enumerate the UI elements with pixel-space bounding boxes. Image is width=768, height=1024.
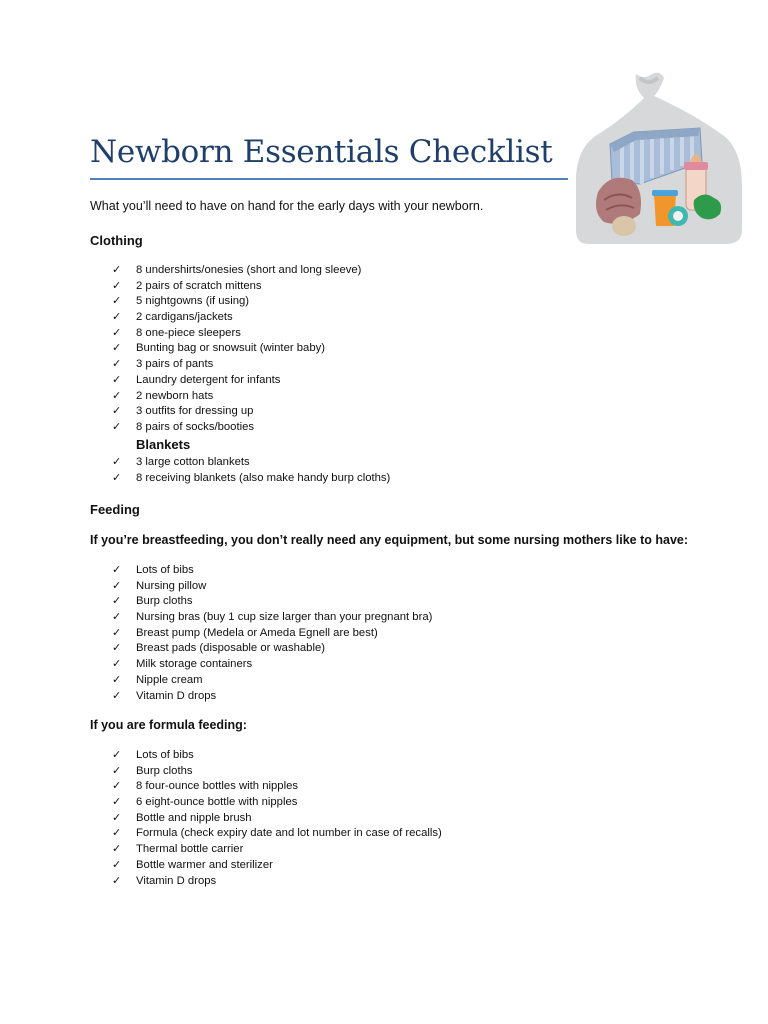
- checkmark-icon: ✓: [112, 341, 122, 355]
- feeding-heading: Feeding: [90, 502, 140, 517]
- checkmark-icon: ✓: [112, 873, 122, 887]
- list-item: ✓ Nursing bras (buy 1 cup size larger than your pregnant bra): [112, 610, 433, 624]
- checkmark-icon: ✓: [112, 278, 122, 292]
- checkmark-icon: ✓: [112, 310, 122, 324]
- list-item: ✓ Breast pads (disposable or washable): [112, 641, 326, 655]
- list-item: ✓ 8 four-ounce bottles with nipples: [112, 779, 299, 793]
- checkmark-icon: ✓: [112, 810, 122, 824]
- list-item: ✓ 6 eight-ounce bottle with nipples: [112, 795, 298, 809]
- checkmark-icon: ✓: [112, 795, 122, 809]
- list-item: ✓ 3 pairs of pants: [112, 357, 214, 371]
- baby-gear-bag-illustration: [574, 66, 742, 248]
- checkmark-icon: ✓: [112, 404, 122, 418]
- list-item: ✓ 8 receiving blankets (also make handy burp cloths): [112, 470, 391, 484]
- blankets-heading: Blankets: [136, 437, 191, 452]
- checkmark-icon: ✓: [112, 842, 122, 856]
- list-item: ✓ Bottle warmer and sterilizer: [112, 857, 273, 871]
- checkmark-icon: ✓: [112, 857, 122, 871]
- list-item: ✓ Nipple cream: [112, 672, 203, 686]
- list-item: ✓ Nursing pillow: [112, 578, 207, 592]
- clothing-heading: Clothing: [90, 233, 143, 248]
- list-item: ✓ Vitamin D drops: [112, 873, 217, 887]
- list-item: ✓ Formula (check expiry date and lot number in case of recalls): [112, 826, 442, 840]
- list-item: ✓ 2 newborn hats: [112, 388, 214, 402]
- clothing-list: [112, 262, 361, 435]
- checkmark-icon: ✓: [112, 672, 122, 686]
- checkmark-icon: ✓: [112, 826, 122, 840]
- list-item: ✓ 8 undershirts/onesies (short and long sleeve): [112, 263, 362, 276]
- list-item: ✓ Laundry detergent for infants: [112, 372, 281, 386]
- checkmark-icon: ✓: [112, 563, 122, 576]
- list-item: ✓ Bottle and nipple brush: [112, 810, 252, 824]
- checkmark-icon: ✓: [112, 594, 122, 608]
- checkmark-icon: ✓: [112, 748, 122, 761]
- checkmark-icon: ✓: [112, 641, 122, 655]
- breastfeeding-intro: If you’re breastfeeding, you don’t really need any equipment, but some nursing mothers like to have:: [90, 533, 689, 547]
- checkmark-icon: ✓: [112, 625, 122, 639]
- title-underline: [90, 178, 568, 180]
- list-item: ✓ Lots of bibs: [112, 748, 194, 761]
- list-item: ✓ Burp cloths: [112, 594, 193, 608]
- list-item: ✓ 2 cardigans/jackets: [112, 310, 233, 324]
- list-item: ✓ 2 pairs of scratch mittens: [112, 278, 262, 292]
- checkmark-icon: ✓: [112, 763, 122, 777]
- checkmark-icon: ✓: [112, 688, 122, 702]
- checkmark-icon: ✓: [112, 325, 122, 339]
- list-item: ✓ Breast pump (Medela or Ameda Egnell are best): [112, 625, 378, 639]
- blankets-list: [112, 454, 390, 485]
- list-item: ✓ Lots of bibs: [112, 563, 194, 576]
- checkmark-icon: ✓: [112, 294, 122, 308]
- list-item: ✓ 5 nightgowns (if using): [112, 294, 250, 308]
- checkmark-icon: ✓: [112, 388, 122, 402]
- list-item: ✓ Vitamin D drops: [112, 688, 217, 702]
- list-item: ✓ Milk storage containers: [112, 657, 253, 671]
- breastfeeding-list: [112, 562, 432, 703]
- checkmark-icon: ✓: [112, 610, 122, 624]
- page-title: Newborn Essentials Checklist: [90, 134, 553, 170]
- list-item: ✓ 3 large cotton blankets: [112, 455, 250, 468]
- checkmark-icon: ✓: [112, 470, 122, 484]
- list-item: ✓ Bunting bag or snowsuit (winter baby): [112, 341, 326, 355]
- list-item: ✓ 3 outfits for dressing up: [112, 404, 254, 418]
- list-item: ✓ 8 one-piece sleepers: [112, 325, 241, 339]
- intro-text: What you’ll need to have on hand for the early days with your newborn.: [90, 199, 484, 213]
- checkmark-icon: ✓: [112, 779, 122, 793]
- list-item: ✓ 8 pairs of socks/booties: [112, 419, 255, 433]
- checkmark-icon: ✓: [112, 578, 122, 592]
- list-item: ✓ Burp cloths: [112, 763, 193, 777]
- checkmark-icon: ✓: [112, 263, 122, 276]
- checkmark-icon: ✓: [112, 372, 122, 386]
- checkmark-icon: ✓: [112, 657, 122, 671]
- formula-intro: If you are formula feeding:: [90, 718, 247, 732]
- checkmark-icon: ✓: [112, 357, 122, 371]
- list-item: ✓ Thermal bottle carrier: [112, 842, 244, 856]
- checkmark-icon: ✓: [112, 419, 122, 433]
- checkmark-icon: ✓: [112, 455, 122, 468]
- formula-list: [112, 747, 442, 888]
